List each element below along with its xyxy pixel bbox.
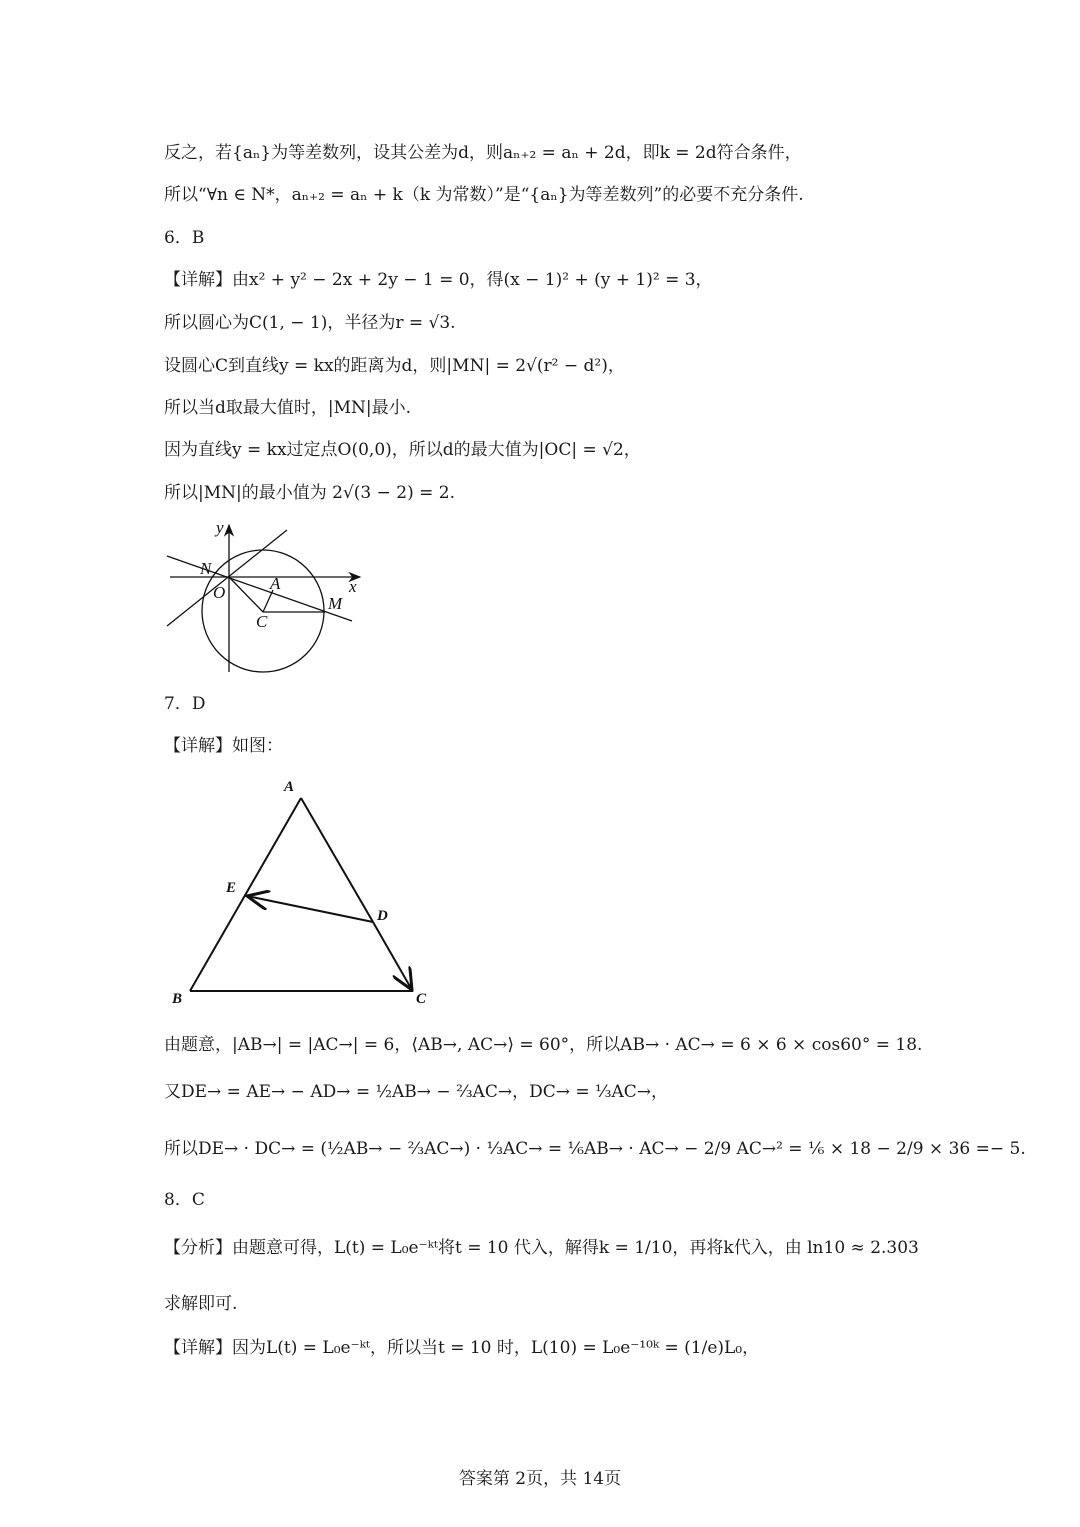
label-O: O xyxy=(213,583,226,602)
text-line: 因为直线y = kx过定点O(0,0)，所以d的最大值为|OC| = √2， xyxy=(164,440,641,460)
text-line: 设圆心C到直线y = kx的距离为d，则|MN| = 2√(r² − d²)， xyxy=(164,356,625,376)
text-line: 所以当d取最大值时，|MN|最小. xyxy=(164,398,412,418)
label-x: x xyxy=(349,577,357,596)
text-line: 【详解】因为L(t) = L₀e⁻ᵏᵗ，所以当t = 10 时，L(10) = L₀e⁻¹⁰ᵏ = (1/e)L₀， xyxy=(164,1338,760,1358)
circle-line-figure xyxy=(0,0,1080,700)
text-line: 【详解】如图： xyxy=(164,736,283,756)
label-C: C xyxy=(416,991,427,1007)
text-line: 由题意，|AB→| = |AC→| = 6，⟨AB→, AC→⟩ = 60°，所以AB→ · AC→ = 6 × 6 × cos60° = 18. xyxy=(164,1035,923,1055)
label-B: B xyxy=(172,991,183,1007)
text-line: 【详解】由x² + y² − 2x + 2y − 1 = 0，得(x − 1)² + (y + 1)² = 3， xyxy=(164,270,713,290)
text-line: 所以圆心为C(1, − 1)，半径为r = √3. xyxy=(164,313,456,333)
text-line: 所以DE→ · DC→ = (½AB→ − ⅔AC→) · ⅓AC→ = ⅙AB→ · AC→ − 2/9 AC→² = ⅙ × 18 − 2/9 × 36 =− 5. xyxy=(164,1139,1026,1159)
question-number: 8．C xyxy=(164,1190,205,1210)
text-line: 反之，若{aₙ}为等差数列，设其公差为d，则aₙ₊₂ = aₙ + 2d，即k = 2d符合条件， xyxy=(164,143,802,163)
label-A: A xyxy=(284,779,295,795)
label-M: M xyxy=(328,594,343,613)
triangle-figure xyxy=(0,700,1080,1020)
question-number: 6．B xyxy=(164,228,205,248)
label-D: D xyxy=(377,908,388,924)
label-E: E xyxy=(226,880,237,896)
page-footer: 答案第 2页，共 14页 xyxy=(458,1469,622,1489)
text-line: 又DE→ = AE→ − AD→ = ½AB→ − ⅔AC→，DC→ = ⅓AC→， xyxy=(164,1082,669,1102)
text-line: 求解即可. xyxy=(164,1294,238,1314)
label-A: A xyxy=(270,574,281,593)
text-line: 【分析】由题意可得，L(t) = L₀e⁻ᵏᵗ将t = 10 代入，解得k = 1/10，再将k代入，由 ln10 ≈ 2.303 xyxy=(164,1238,919,1258)
text-line: 所以|MN|的最小值为 2√(3 − 2) = 2. xyxy=(164,483,456,503)
label-N: N xyxy=(200,559,212,578)
question-number: 7．D xyxy=(164,694,206,714)
text-line: 所以“∀n ∈ N*，aₙ₊₂ = aₙ + k（k 为常数）”是“{aₙ}为等差数列”的必要不充分条件. xyxy=(164,185,804,205)
label-C: C xyxy=(256,612,268,631)
label-y: y xyxy=(216,518,224,537)
